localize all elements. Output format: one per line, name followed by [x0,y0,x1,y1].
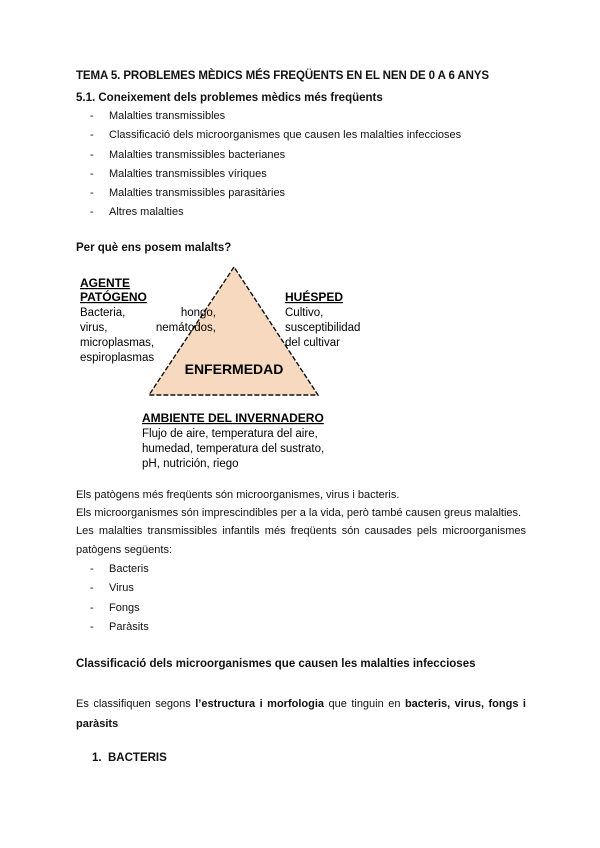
list-item: - Bacteris [90,560,149,579]
agent-text: microplasmas, [80,337,155,349]
question-heading: Per què ens posem malalts? [76,242,232,254]
list-item: - Malalties transmissibles parasitàries [90,184,461,203]
environment-text: pH, nutrición, riego [142,458,239,470]
list-item: - Classificació dels microorganismes que causen les malalties infeccioses [90,126,461,145]
agent-text: nemátodos, [155,322,216,334]
paragraph: patògens següents: [76,544,173,556]
disease-label: ENFERMEDAD [184,361,284,377]
disease-triangle-diagram [0,255,600,480]
text-run: que tinguin en [324,698,405,710]
list-item: - Virus [90,579,149,598]
agent-title-1: AGENTE [80,276,131,290]
page-title: TEMA 5. PROBLEMES MÈDICS MÉS FREQÜENTS EN EL NEN DE 0 A 6 ANYS [76,70,489,82]
list-item: - Fongs [90,599,149,618]
paragraph: Els patògens més freqüents són microorganismes, virus i bacteris. [76,489,400,501]
host-text: del cultivar [285,337,340,349]
environment-title: AMBIENTE DEL INVERNADERO [142,411,324,425]
topics-list [90,107,461,223]
host-title: HUÉSPED [285,290,344,304]
host-text: susceptibilidad [285,322,361,334]
host-text: Cultivo, [285,307,324,319]
agent-text: espiroplasmas [80,352,155,364]
pathogens-list [90,560,149,637]
bold-run: paràsits [76,718,119,730]
classification-line [76,694,526,714]
agent-text: Bacteria, [80,307,126,319]
paragraph: Les malalties transmissibles infantils més freqüents són causades pels microorganismes [76,525,526,537]
text-run: Es classifiquen segons [76,698,196,710]
paragraph: Els microorganismes són imprescindibles per a la vida, però també causen greus malalties. [76,507,522,519]
agent-text: hongo, [180,307,216,319]
heading-label: BACTERIS [108,752,167,764]
agent-title-2: PATÓGENO [80,290,147,304]
bacteris-heading [92,752,167,764]
list-item: - Malalties transmissibles víriques [90,165,461,184]
environment-text: humedad, temperatura del sustrato, [142,443,325,455]
classification-line [76,714,526,734]
agent-text: virus, [80,322,108,334]
list-item: - Malalties transmissibles bacterianes [90,146,461,165]
list-item: - Paràsits [90,618,149,637]
section-subtitle: 5.1. Coneixement dels problemes mèdics més freqüents [76,92,383,104]
bold-run: l’estructura i morfologia [195,698,324,710]
section-heading: Classificació dels microorganismes que causen les malalties infeccioses [76,658,476,670]
heading-number: 1. [92,752,102,764]
bold-run: bacteris, virus, fongs i [404,698,526,710]
list-item: - Malalties transmissibles [90,107,461,126]
classification-paragraph [76,694,526,734]
list-item: - Altres malalties [90,203,461,222]
environment-text: Flujo de aire, temperatura del aire, [142,428,318,440]
